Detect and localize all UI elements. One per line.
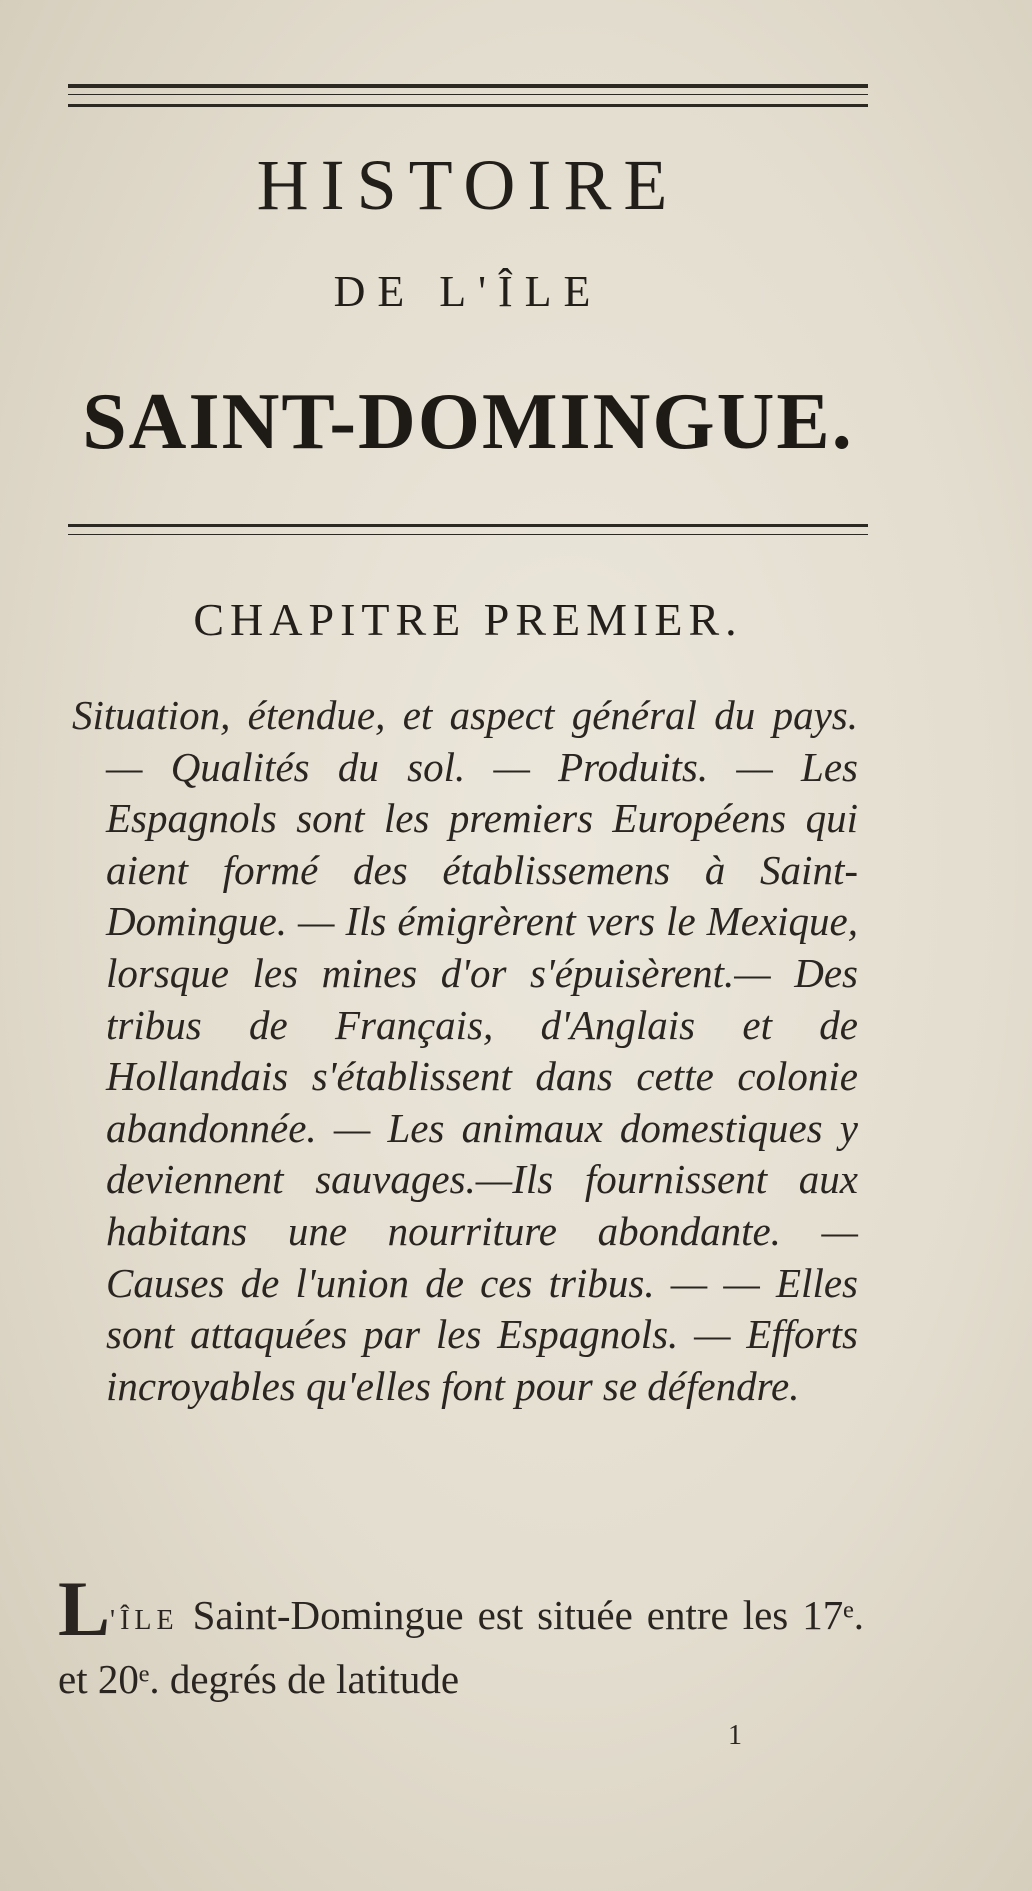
chapter-heading: CHAPITRE PREMIER.: [193, 594, 743, 645]
small-caps-word: 'ÎLE: [110, 1605, 179, 1636]
top-rule-thick-2: [68, 104, 868, 107]
title-saint-domingue: SAINT-DOMINGUE.: [82, 378, 854, 466]
title-histoire: HISTOIRE: [256, 145, 680, 225]
body-text: Saint-Domingue est située entre les 17ᵉ. et 20ᵉ. degrés de latitude: [58, 1592, 864, 1702]
title-de-l-ile: DE L'ÎLE: [333, 267, 603, 316]
top-rule-thin-1: [68, 94, 868, 95]
body-paragraph: [58, 1565, 864, 1708]
middle-rule-thin: [68, 534, 868, 535]
top-rule-thick: [68, 84, 868, 88]
chapter-summary: Situation, étendue, et aspect général du pays. — Qualités du sol. — Produits. — Les Espagnols sont les premiers Européens qui aient formé des établissemens à Saint-Domingue. — Ils émigrèrent vers le Mexique, lorsque les mines d'or s'épuisèrent.— Des tribus de Français, d'Anglais et de Hollandais s'établissent dans cette colonie abandonnée. — Les animaux domestiques y deviennent sauvages.—Ils fournissent aux habitans une nourriture abondante. — Causes de l'union de ces tribus. — — Elles sont attaquées par les Espagnols. — Efforts incroyables qu'elles font pour se défendre.: [72, 692, 858, 1409]
drop-cap: L: [58, 1565, 111, 1652]
page-number: 1: [728, 1720, 742, 1751]
middle-rule-thick: [68, 524, 868, 527]
